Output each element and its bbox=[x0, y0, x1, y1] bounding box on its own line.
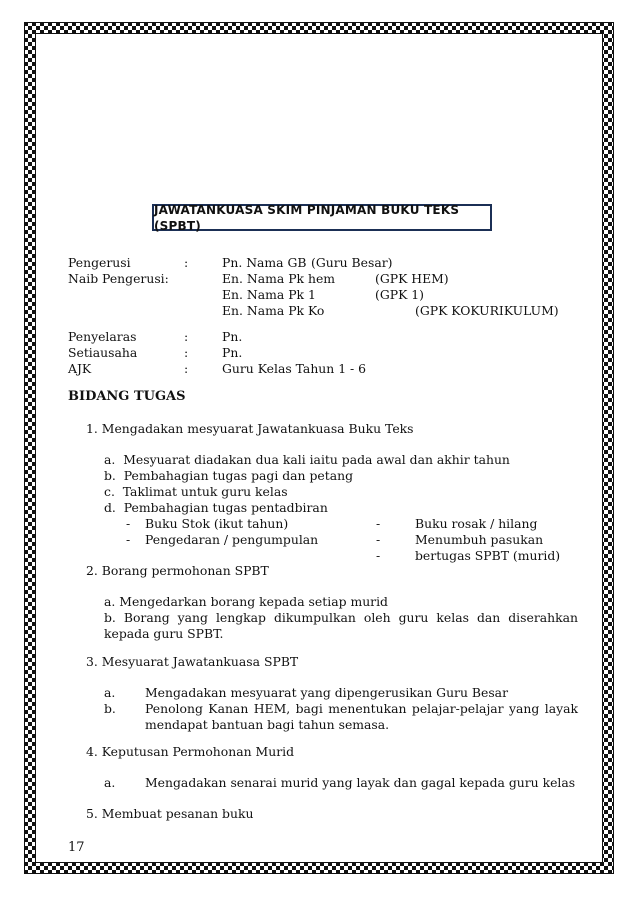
duty-title: 2. Borang permohonan SPBT bbox=[86, 563, 269, 578]
committee-colon: : bbox=[184, 345, 189, 360]
duty-title: 4. Keputusan Permohonan Murid bbox=[86, 744, 295, 759]
committee-name: Guru Kelas Tahun 1 - 6 bbox=[222, 361, 367, 376]
dash: - bbox=[376, 532, 381, 547]
duty-item: Penolong Kanan HEM, bagi menentukan pelajar-pelajar yang layak mendapat bantuan bagi tahun semasa. bbox=[145, 701, 578, 732]
bullet-item: bertugas SPBT (murid) bbox=[415, 548, 561, 563]
duty-item-label: b. bbox=[104, 701, 116, 716]
committee-colon: : bbox=[184, 361, 189, 376]
committee-role: Setiausaha bbox=[68, 345, 138, 360]
duty-item: c. Taklimat untuk guru kelas bbox=[104, 484, 288, 499]
duty-item: b. Pembahagian tugas pagi dan petang bbox=[104, 468, 354, 483]
bullet-item: Buku Stok (ikut tahun) bbox=[145, 516, 289, 531]
committee-note: (GPK HEM) bbox=[375, 271, 449, 286]
duty-item: a. Mesyuarat diadakan dua kali iaitu pada awal dan akhir tahun bbox=[104, 452, 510, 467]
committee-name: Pn. bbox=[222, 329, 243, 344]
committee-role: Penyelaras bbox=[68, 329, 137, 344]
title-box bbox=[152, 204, 492, 231]
committee-colon: : bbox=[184, 329, 189, 344]
committee-note: (GPK 1) bbox=[375, 287, 424, 302]
committee-name: Pn. bbox=[222, 345, 243, 360]
committee-note: (GPK KOKURIKULUM) bbox=[415, 303, 559, 318]
bullet-item: Buku rosak / hilang bbox=[415, 516, 538, 531]
duty-item: d. Pembahagian tugas pentadbiran bbox=[104, 500, 328, 515]
duty-title: 3. Mesyuarat Jawatankuasa SPBT bbox=[86, 654, 299, 669]
committee-name: En. Nama Pk Ko bbox=[222, 303, 325, 318]
document-page bbox=[68, 0, 588, 902]
committee-name: En. Nama Pk hem bbox=[222, 271, 336, 286]
dash: - bbox=[376, 548, 381, 563]
committee-name: En. Nama Pk 1 bbox=[222, 287, 316, 302]
page-number: 17 bbox=[68, 840, 85, 855]
bullet-item: Menumbuh pasukan bbox=[415, 532, 544, 547]
dash: - bbox=[126, 516, 131, 531]
duty-item-label: a. bbox=[104, 775, 116, 790]
document-title: JAWATANKUASA SKIM PINJAMAN BUKU TEKS (SPBT) bbox=[154, 202, 460, 233]
duty-item-label: a. bbox=[104, 685, 116, 700]
committee-role: Pengerusi bbox=[68, 255, 131, 270]
dash: - bbox=[126, 532, 131, 547]
committee-colon: : bbox=[184, 255, 189, 270]
duty-title: 1. Mengadakan mesyuarat Jawatankuasa Buku Teks bbox=[86, 421, 414, 436]
dash: - bbox=[376, 516, 381, 531]
duty-item: Mengadakan senarai murid yang layak dan gagal kepada guru kelas bbox=[145, 775, 576, 790]
committee-role: AJK bbox=[68, 361, 92, 376]
committee-note: (Guru Besar) bbox=[311, 255, 393, 270]
duty-title: 5. Membuat pesanan buku bbox=[86, 806, 254, 821]
committee-name: Pn. Nama GB bbox=[222, 255, 307, 270]
duty-item: Mengadakan mesyuarat yang dipengerusikan Guru Besar bbox=[145, 685, 508, 700]
duty-item: b. Borang yang lengkap dikumpulkan oleh guru kelas dan diserahkan kepada guru SPBT. bbox=[104, 610, 578, 641]
duty-item: a. Mengedarkan borang kepada setiap murid bbox=[104, 594, 388, 609]
duties-heading: BIDANG TUGAS bbox=[68, 389, 186, 404]
committee-role: Naib Pengerusi: bbox=[68, 271, 169, 286]
bullet-item: Pengedaran / pengumpulan bbox=[145, 532, 319, 547]
